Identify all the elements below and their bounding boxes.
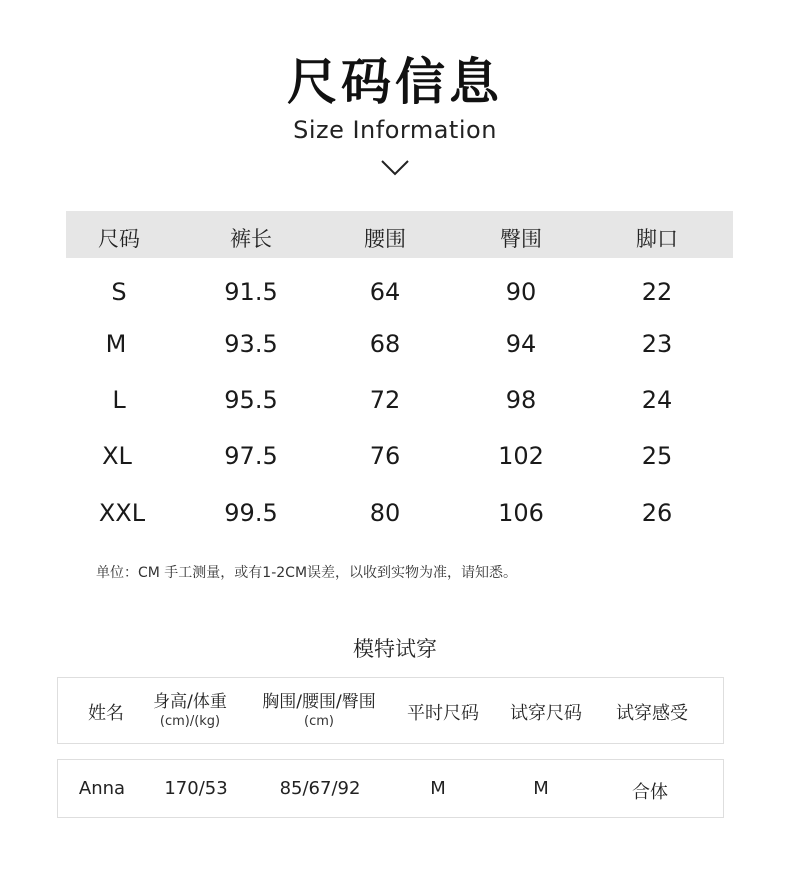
- size-cell: 98: [505, 386, 537, 414]
- model-cell: M: [533, 778, 549, 799]
- size-table-row: [66, 386, 733, 426]
- size-cell: M: [105, 330, 127, 358]
- size-cell: 102: [498, 442, 544, 470]
- model-header-cell: 试穿感受: [616, 703, 688, 724]
- size-cell: 22: [641, 278, 673, 306]
- size-table-row: [66, 330, 733, 370]
- chevron-down-icon: [381, 160, 409, 176]
- size-header-cell: 尺码: [98, 227, 140, 251]
- model-section-title: 模特试穿: [353, 637, 437, 661]
- size-cell: S: [111, 278, 127, 306]
- model-header-cell: 姓名: [88, 703, 124, 724]
- size-cell: XL: [102, 442, 132, 470]
- size-cell: 26: [641, 499, 673, 527]
- size-table-row: [66, 442, 733, 482]
- size-cell: 23: [641, 330, 673, 358]
- size-cell: 106: [498, 499, 544, 527]
- size-header-cell: 臀围: [500, 227, 542, 251]
- size-header-cell: 裤长: [230, 227, 272, 251]
- size-cell: 76: [369, 442, 401, 470]
- size-cell: 90: [505, 278, 537, 306]
- model-cell: 85/67/92: [279, 778, 361, 799]
- model-header-cell: 身高/体重 (cm)/(kg): [153, 692, 227, 729]
- measurement-note: 单位：CM 手工测量，或有1-2CM误差，以收到实物为准，请知悉。: [96, 565, 518, 581]
- size-cell: 95.5: [224, 386, 278, 414]
- size-cell: 68: [369, 330, 401, 358]
- size-cell: 91.5: [224, 278, 278, 306]
- model-cell: 170/53: [164, 778, 228, 799]
- model-header-cell: 试穿尺码: [510, 703, 582, 724]
- size-cell: 80: [369, 499, 401, 527]
- size-table-row: [66, 499, 733, 539]
- size-header-cell: 腰围: [364, 227, 406, 251]
- model-table-header: [57, 677, 724, 744]
- page-title: 尺码信息: [287, 53, 503, 111]
- size-cell: L: [112, 386, 126, 414]
- size-cell: 24: [641, 386, 673, 414]
- size-header-cell: 脚口: [636, 227, 678, 251]
- size-cell: 64: [369, 278, 401, 306]
- model-table-row: [57, 759, 724, 818]
- model-cell: Anna: [78, 778, 126, 799]
- size-cell: 94: [505, 330, 537, 358]
- size-cell: 97.5: [224, 442, 278, 470]
- size-cell: XXL: [98, 499, 146, 527]
- model-cell: 合体: [632, 782, 668, 803]
- page-subtitle: Size Information: [293, 116, 497, 144]
- size-cell: 93.5: [224, 330, 278, 358]
- size-cell: 72: [369, 386, 401, 414]
- model-cell: M: [430, 778, 446, 799]
- model-header-cell: 胸围/腰围/臀围 (cm): [262, 692, 376, 729]
- size-table-header: [66, 211, 733, 258]
- size-cell: 25: [641, 442, 673, 470]
- size-table-row: [66, 278, 733, 318]
- model-header-cell: 平时尺码: [407, 703, 479, 724]
- size-cell: 99.5: [224, 499, 278, 527]
